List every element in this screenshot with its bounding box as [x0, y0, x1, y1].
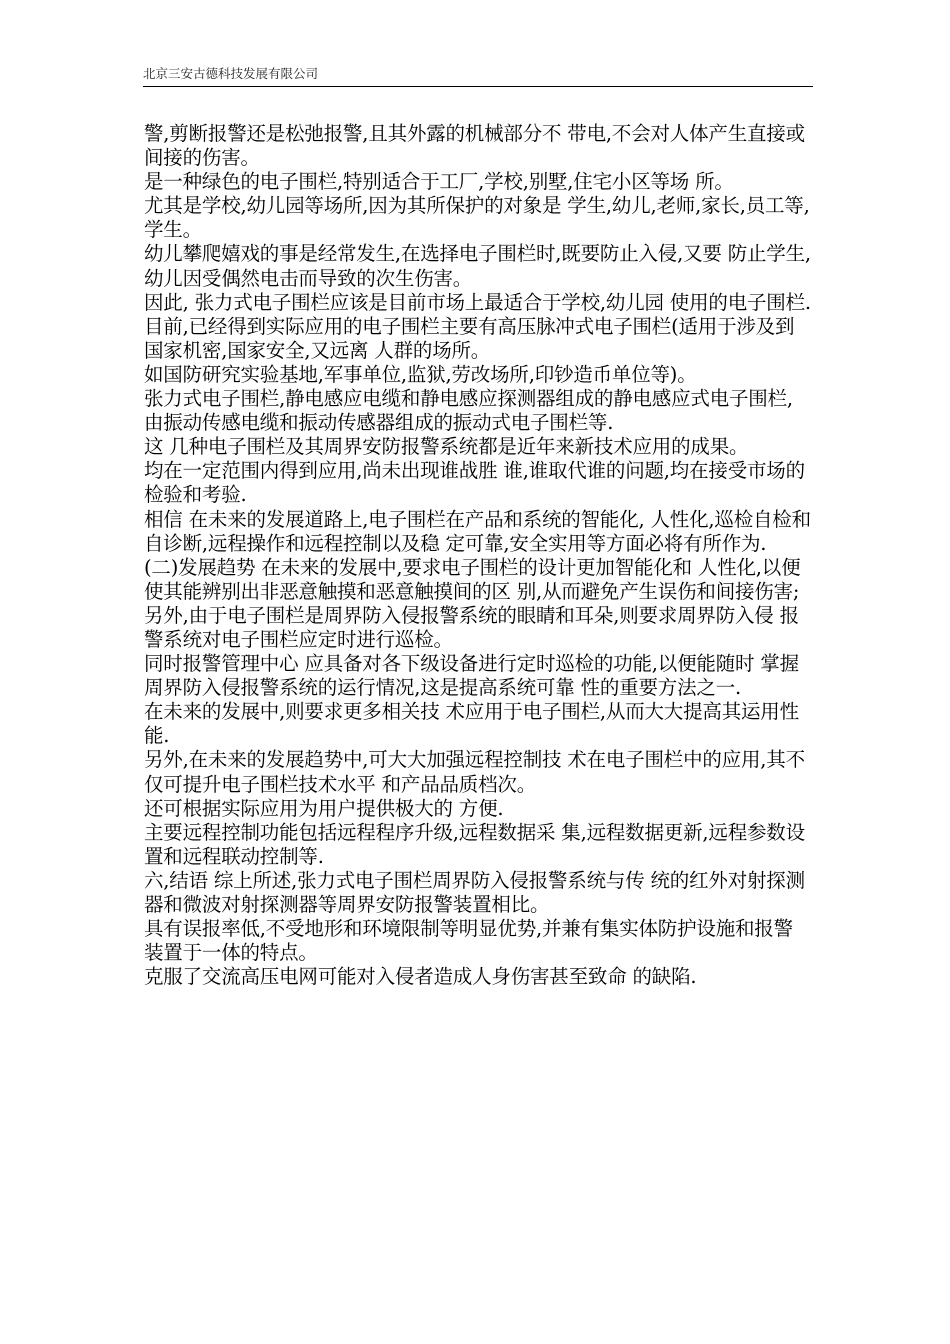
- paragraph: 另外,由于电子围栏是周界防入侵报警系统的眼睛和耳朵,则要求周界防入侵 报警系统对电子围栏应定时进行巡检。: [144, 603, 799, 651]
- paragraph: 另外,在未来的发展趋势中,可大大加强远程控制技 术在电子围栏中的应用,其不仅可提升电子围栏技术水平 和产品品质档次。: [144, 748, 805, 796]
- page-header: [143, 66, 813, 87]
- paragraph: 六,结语 综上所述,张力式电子围栏周界防入侵报警系统与传 统的红外对射探测器和微波对射探测器等周界安防报警装置相比。: [144, 868, 805, 916]
- paragraph: 同时报警管理中心 应具备对各下级设备进行定时巡检的功能,以便能随时 掌握周界防入侵报警系统的运行情况,这是提高系统可靠 性的重要方法之一.: [144, 652, 799, 700]
- paragraph: 还可根据实际应用为用户提供极大的 方便.: [144, 796, 504, 820]
- paragraph: 具有误报率低,不受地形和环境限制等明显优势,并兼有集实体防护设施和报警装置于一体的特点。: [144, 917, 793, 965]
- paragraph: 克服了交流高压电网可能对入侵者造成人身伤害甚至致命 的缺陷.: [144, 965, 697, 989]
- paragraph: 如国防研究实验基地,军事单位,监狱,劳改场所,印钞造币单位等)。: [144, 362, 697, 386]
- paragraph: 这 几种电子围栏及其周界安防报警系统都是近年来新技术应用的成果。: [144, 435, 749, 459]
- paragraph: 张力式电子围栏,静电感应电缆和静电感应探测器组成的静电感应式电子围栏,由振动传感电缆和振动传感器组成的振动式电子围栏等.: [144, 387, 793, 435]
- paragraph: 在未来的发展中,则要求更多相关技 术应用于电子围栏,从而大大提高其运用性能.: [144, 700, 799, 748]
- company-name: 北京三安古德科技发展有限公司: [143, 66, 319, 81]
- paragraph: 均在一定范围内得到应用,尚未出现谁战胜 谁,谁取代谁的问题,均在接受市场的检验和考验.: [144, 459, 805, 507]
- paragraph: (二)发展趋势 在未来的发展中,要求电子围栏的设计更加智能化和 人性化,以便使其能辨别出非恶意触摸和恶意触摸间的区 别,从而避免产生误伤和间接伤害;: [144, 555, 801, 603]
- document-body: [144, 122, 812, 989]
- paragraph: 警,剪断报警还是松弛报警,且其外露的机械部分不 带电,不会对人体产生直接或间接的伤害。: [144, 122, 805, 170]
- paragraph: 主要远程控制功能包括远程程序升级,远程数据采 集,远程数据更新,远程参数设置和远程联动控制等.: [144, 820, 805, 868]
- paragraph: 尤其是学校,幼儿园等场所,因为其所保护的对象是 学生,幼儿,老师,家长,员工等,学生。: [144, 194, 810, 242]
- paragraph: 因此, 张力式电子围栏应该是目前市场上最适合于学校,幼儿园 使用的电子围栏.: [144, 290, 811, 314]
- paragraph: 目前,已经得到实际应用的电子围栏主要有高压脉冲式电子围栏(适用于涉及到国家机密,国家安全,又远离 人群的场所。: [144, 314, 795, 362]
- paragraph: 幼儿攀爬嬉戏的事是经常发生,在选择电子围栏时,既要防止入侵,又要 防止学生,幼儿因受偶然电击而导致的次生伤害。: [144, 242, 811, 290]
- paragraph: 相信 在未来的发展道路上,电子围栏在产品和系统的智能化, 人性化,巡检自检和自诊断,远程操作和远程控制以及稳 定可靠,安全实用等方面必将有所作为.: [144, 507, 811, 555]
- paragraph: 是一种绿色的电子围栏,特别适合于工厂,学校,别墅,住宅小区等场 所。: [144, 170, 734, 194]
